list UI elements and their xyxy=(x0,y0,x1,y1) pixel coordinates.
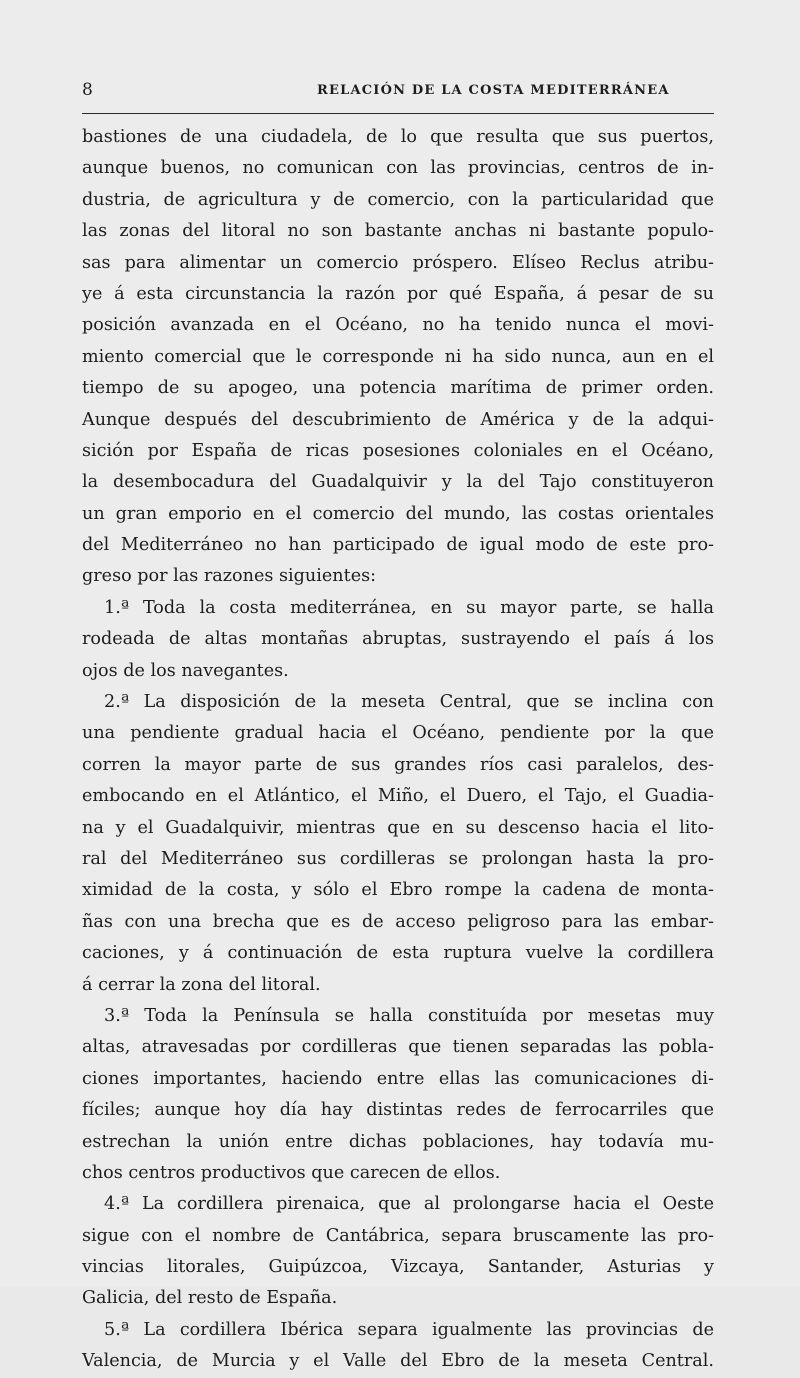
text-line: la desembocadura del Guadalquivir y la del Tajo constituyeron xyxy=(82,472,714,493)
text-line: aunque buenos, no comunican con las provincias, centros de in- xyxy=(82,158,714,179)
text-line: altas, atravesadas por cordilleras que tienen separadas las pobla- xyxy=(82,1037,714,1058)
text-line: greso por las razones siguientes: xyxy=(82,566,377,587)
running-title: RELACIÓN DE LA COSTA MEDITERRÁNEA xyxy=(317,83,670,98)
text-line: caciones, y á continuación de esta ruptura vuelve la cordillera xyxy=(82,943,714,964)
text-line: 2.ª La disposición de la meseta Central, que se inclina con xyxy=(104,692,714,713)
text-line: estrechan la unión entre dichas poblaciones, hay todavía mu- xyxy=(82,1131,714,1152)
text-line: á cerrar la zona del litoral. xyxy=(82,974,321,995)
text-line: 3.ª Toda la Península se halla constituída por mesetas muy xyxy=(104,1005,714,1026)
text-line: ximidad de la costa, y sólo el Ebro rompe la cadena de monta- xyxy=(82,880,714,901)
text-line: chos centros productivos que carecen de ellos. xyxy=(82,1162,501,1183)
header-rule xyxy=(82,113,714,114)
text-line: rodeada de altas montañas abruptas, sustrayendo el país á los xyxy=(82,629,714,650)
text-line: fíciles; aunque hoy día hay distintas redes de ferrocarriles que xyxy=(82,1100,714,1121)
text-line: corren la mayor parte de sus grandes ríos casi paralelos, des- xyxy=(82,754,714,775)
text-line: tiempo de su apogeo, una potencia marítima de primer orden. xyxy=(82,378,714,399)
text-line: 5.ª La cordillera Ibérica separa igualmente las provincias de xyxy=(104,1319,714,1340)
text-line: vincias litorales, Guipúzcoa, Vizcaya, Santander, Asturias y xyxy=(82,1257,714,1278)
text-line: Valencia, de Murcia y el Valle del Ebro de la meseta Central. xyxy=(82,1351,714,1372)
text-line: dustria, de agricultura y de comercio, con la particularidad que xyxy=(82,189,714,210)
text-line: posición avanzada en el Océano, no ha tenido nunca el movi- xyxy=(82,315,714,336)
text-line: las zonas del litoral no son bastante anchas ni bastante populo- xyxy=(82,221,714,242)
text-line: un gran emporio en el comercio del mundo, las costas orientales xyxy=(82,503,714,524)
text-line: del Mediterráneo no han participado de igual modo de este pro- xyxy=(82,535,714,556)
text-line: sición por España de ricas posesiones coloniales en el Océano, xyxy=(82,440,714,461)
text-line: ciones importantes, haciendo entre ellas las comunicaciones di- xyxy=(82,1068,714,1089)
text-line: na y el Guadalquivir, mientras que en su descenso hacia el lito- xyxy=(82,817,714,838)
text-line: embocando en el Atlántico, el Miño, el Duero, el Tajo, el Guadia- xyxy=(82,786,714,807)
text-line: Galicia, del resto de España. xyxy=(82,1288,338,1309)
text-line: 1.ª Toda la costa mediterránea, en su mayor parte, se halla xyxy=(104,597,714,618)
body-text xyxy=(82,122,714,1378)
text-line: ye á esta circunstancia la razón por qué España, á pesar de su xyxy=(82,283,714,304)
page-number: 8 xyxy=(82,80,93,100)
text-line: una pendiente gradual hacia el Océano, pendiente por la que xyxy=(82,723,714,744)
text-line: bastiones de una ciudadela, de lo que resulta que sus puertos, xyxy=(82,127,714,147)
text-line: ojos de los navegantes. xyxy=(82,660,289,681)
text-line: sas para alimentar un comercio próspero. Elíseo Reclus atribu- xyxy=(82,252,714,273)
text-line: sigue con el nombre de Cantábrica, separa bruscamente las pro- xyxy=(82,1225,714,1246)
text-line: ral del Mediterráneo sus cordilleras se prolongan hasta la pro- xyxy=(82,848,714,869)
text-line: miento comercial que le corresponde ni ha sido nunca, aun en el xyxy=(82,346,714,367)
text-line: 4.ª La cordillera pirenaica, que al prolongarse hacia el Oeste xyxy=(104,1194,714,1215)
page-header xyxy=(82,80,717,104)
text-line: Aunque después del descubrimiento de América y de la adqui- xyxy=(82,409,714,430)
text-line: ñas con una brecha que es de acceso peligroso para las embar- xyxy=(82,911,714,932)
